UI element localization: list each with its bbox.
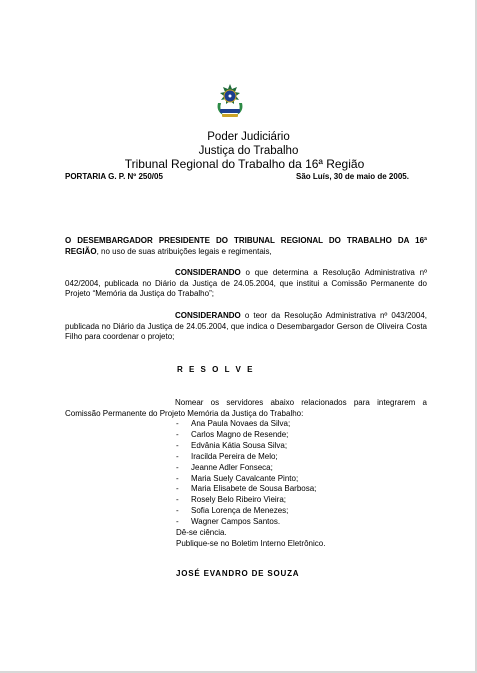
considerando-2-bold: CONSIDERANDO [175, 311, 241, 320]
signature-name: JOSÉ EVANDRO DE SOUZA [176, 569, 300, 578]
preamble-bold: O DESEMBARGADOR PRESIDENTE DO TRIBUNAL REGIONAL DO TRABALHO DA 16ª REGIÃO [65, 236, 427, 256]
document-date: São Luís, 30 de maio de 2005. [296, 172, 409, 181]
list-dash: - [176, 517, 179, 527]
considerando-1-bold: CONSIDERANDO [175, 268, 241, 277]
member-name: Iracilda Pereira de Melo; [191, 451, 278, 461]
de-se-ciencia: Dê-se ciência. [176, 528, 227, 537]
list-item [176, 506, 316, 517]
paragraph-preamble [65, 236, 427, 257]
list-item [176, 517, 316, 528]
header-line-justica-do-trabalho: Justiça do Trabalho [198, 145, 299, 157]
member-name: Maria Elisabete de Sousa Barbosa; [191, 484, 317, 494]
member-name: Ana Paula Novaes da Silva; [191, 419, 291, 428]
paragraph-considerando-2 [65, 311, 427, 343]
member-name: Rosely Belo Ribeiro Vieira; [191, 495, 287, 505]
list-item [176, 463, 316, 474]
brasao-da-republica-icon [213, 83, 247, 119]
member-name: Carlos Magno de Resende; [191, 429, 289, 439]
list-item [176, 484, 316, 495]
list-dash: - [176, 473, 179, 483]
considerando-1-text: o que determina a Resolução Administrativa nº 042/2004, publicada no Diário da Justiça de 24.05.2004, que institui a Comissão Permanente do Projeto “Memória da Justiça do Trabalho”; [65, 268, 427, 299]
list-dash: - [176, 462, 179, 472]
member-name: Edvânia Kátia Sousa Silva; [191, 440, 288, 450]
list-item [176, 430, 316, 441]
publique-se: Publique-se no Boletim Interno Eletrônico. [176, 539, 326, 548]
list-dash: - [176, 484, 179, 494]
member-name: Wagner Campos Santos. [191, 517, 281, 527]
header-line-tribunal: Tribunal Regional do Trabalho da 16ª Região [124, 157, 365, 171]
portaria-number: PORTARIA G. P. Nº 250/05 [65, 172, 163, 181]
resolve-heading: R E S O L V E [177, 365, 255, 374]
considerando-2-text: o teor da Resolução Administrativa nº 043/2004, publicada no Diário da Justiça de 24.05.2004, que indica o Desembargador Gerson de Oliveira Costa Filho para coordenar o projeto; [65, 311, 427, 342]
list-item [176, 441, 316, 452]
preamble-text: , no uso de suas atribuições legais e regimentais, [96, 246, 272, 256]
header-line-poder-judiciario: Poder Judiciário [207, 131, 290, 143]
paragraph-nomear: Nomear os servidores abaixo relacionados para integrarem a Comissão Permanente do Projeto Memória da Justiça do Trabalho: [65, 398, 427, 418]
list-dash: - [176, 429, 179, 439]
list-item [176, 495, 316, 506]
list-item [176, 452, 316, 463]
paragraph-considerando-1 [65, 268, 427, 300]
member-name: Jeanne Adler Fonseca; [191, 462, 273, 472]
member-list [176, 419, 316, 528]
list-item [176, 419, 316, 430]
list-dash: - [176, 506, 179, 516]
member-name: Maria Suely Cavalcante Pinto; [191, 473, 299, 483]
list-dash: - [176, 451, 179, 461]
member-name: Sofia Lorença de Menezes; [191, 506, 289, 516]
list-dash: - [176, 419, 179, 428]
list-item [176, 474, 316, 485]
list-dash: - [176, 495, 179, 505]
list-dash: - [176, 440, 179, 450]
